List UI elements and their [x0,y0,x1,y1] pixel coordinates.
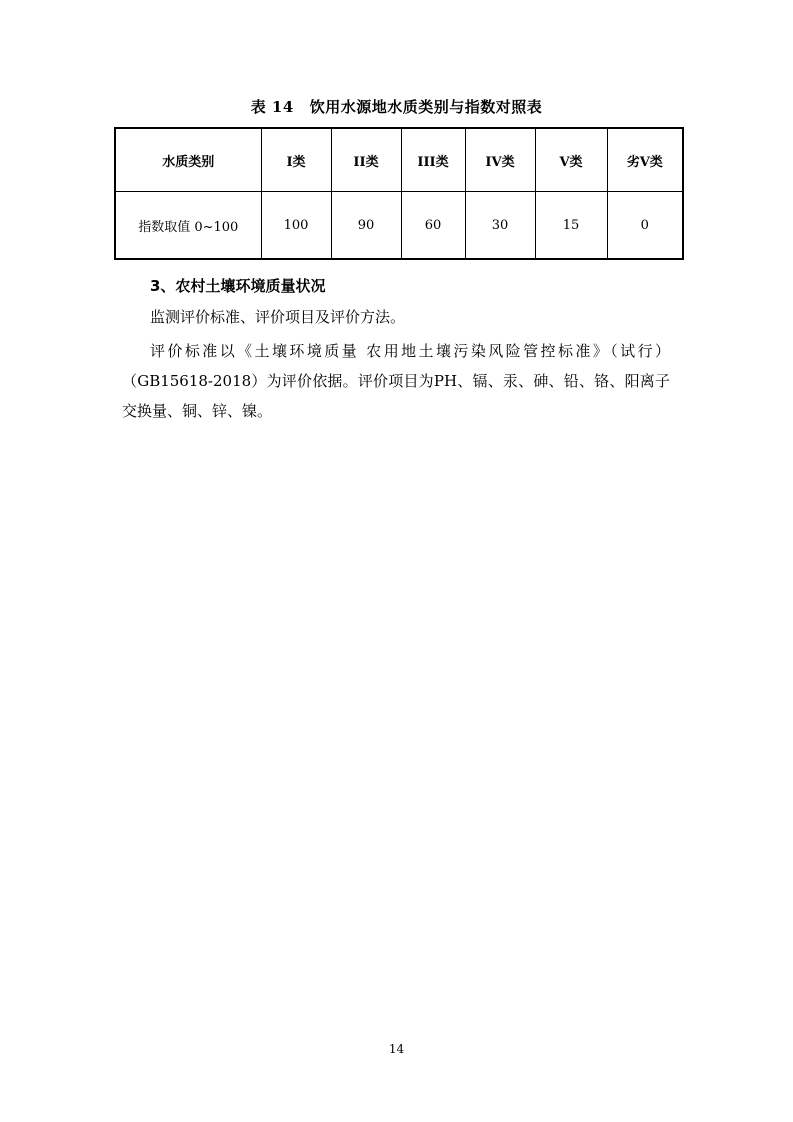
header-cell: IV类 [465,128,535,192]
table-cell: 指数取值 0~100 [115,192,261,260]
header-cell: III类 [401,128,465,192]
header-cell: I类 [261,128,331,192]
water-quality-index-table [114,127,684,260]
table-number: 表 14 [250,98,294,116]
table-cell: 100 [261,192,331,260]
table-cell: 15 [535,192,607,260]
paragraph: 监测评价标准、评价项目及评价方法。 [150,308,406,326]
header-cell: V类 [535,128,607,192]
header-cell: II类 [331,128,401,192]
table-row [115,192,683,260]
table-cell: 90 [331,192,401,260]
table-caption [0,96,793,117]
table-header-row [115,128,683,192]
header-cell: 劣V类 [607,128,683,192]
paragraph: 评价标准以《土壤环境质量 农用地土壤污染风险管控标准》（试行）（GB15618-2018）为评价依据。评价项目为PH、镉、汞、砷、铅、铬、阳离子交换量、铜、锌、镍。 [122,342,670,420]
table-cell: 60 [401,192,465,260]
table-title: 饮用水源地水质类别与指数对照表 [309,98,543,116]
table-cell: 0 [607,192,683,260]
header-cell: 水质类别 [115,128,261,192]
section-heading: 3、农村土壤环境质量状况 [150,277,326,295]
page-number: 14 [388,1042,405,1056]
table-cell: 30 [465,192,535,260]
